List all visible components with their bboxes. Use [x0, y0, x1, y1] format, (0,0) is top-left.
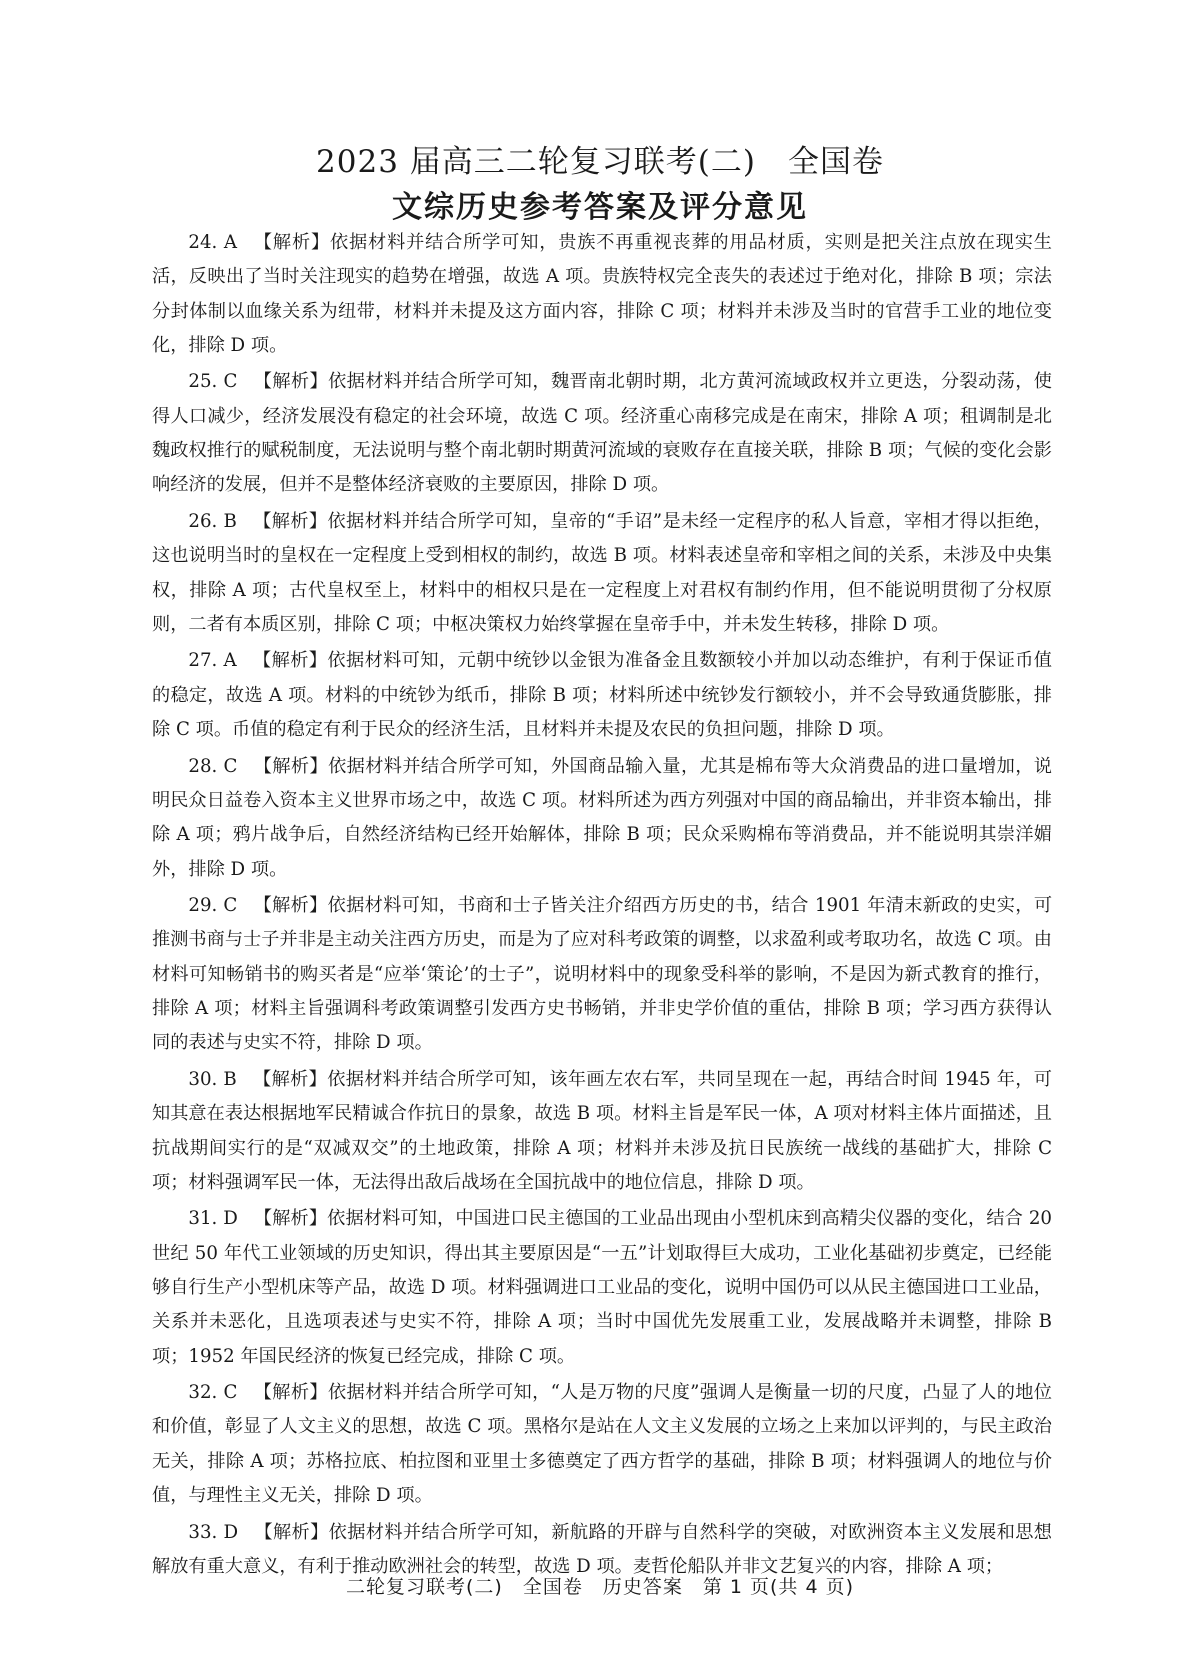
answer-number: 33. D — [188, 1521, 239, 1543]
answer-text: 【解析】依据材料并结合所学可知，“人是万物的尺度”强调人是衡量一切的尺度，凸显了人的地位和价值，彰显了人文主义的思想，故选 C 项。黑格尔是站在人文主义发展的立场之上来加以评判的，与民主政治无关，排除 A 项；苏格拉底、柏拉图和亚里士多德奠定了西方哲学的基础，排除 B 项；材料强调人的地位与价值，与理性主义无关，排除 D 项。 — [152, 1382, 1052, 1507]
answer-item-28 — [152, 750, 1052, 887]
answer-text: 【解析】依据材料可知，书商和士子皆关注介绍西方历史的书，结合 1901 年清末新政的史实，可推测书商与士子并非是主动关注西方历史，而是为了应对科考政策的调整，以求盈利或考取功名，故选 C 项。由材料可知畅销书的购买者是“应举‘策论’的士子”，说明材料中的现象受科举的影响，不是因为新式教育的推行，排除 A 项；材料主旨强调科考政策调整引发西方史书畅销，并非史学价值的重估，排除 B 项；学习西方获得认同的表述与史实不符，排除 D 项。 — [152, 895, 1053, 1054]
answer-number: 27. A — [188, 650, 237, 672]
page-footer: 二轮复习联考(二) 全国卷 历史答案 第 1 页(共 4 页) — [346, 1576, 854, 1598]
answer-item-32 — [152, 1376, 1052, 1513]
answer-text: 【解析】依据材料可知，中国进口民主德国的工业品出现由小型机床到高精尖仪器的变化，结合 20 世纪 50 年代工业领域的历史知识，得出其主要原因是“一五”计划取得巨大成功，工业化基础初步奠定，已经能够自行生产小型机床等产品，故选 D 项。材料强调进口工业品的变化，说明中国仍可以从民主德国进口工业品，关系并未恶化，且选项表述与史实不符，排除 A 项；当时中国优先发展重工业，发展战略并未调整，排除 B 项；1952 年国民经济的恢复已经完成，排除 C 项。 — [152, 1208, 1052, 1367]
answer-number: 29. C — [188, 895, 238, 917]
answer-text: 【解析】依据材料并结合所学可知，新航路的开辟与自然科学的突破，对欧洲资本主义发展和思想解放有重大意义，有利于推动欧洲社会的转型，故选 D 项。麦哲伦船队并非文艺复兴的内容，排除 A 项； — [152, 1521, 1052, 1577]
answer-text: 【解析】依据材料并结合所学可知，贵族不再重视丧葬的用品材质，实则是把关注点放在现实生活，反映出了当时关注现实的趋势在增强，故选 A 项。贵族特权完全丧失的表述过于绝对化，排除 B 项；宗法分封体制以血缘关系为纽带，材料并未提及这方面内容，排除 C 项；材料并未涉及当时的官营手工业的地位变化，排除 D 项。 — [152, 232, 1052, 356]
answer-item-25 — [152, 365, 1052, 502]
answer-item-24 — [152, 226, 1052, 363]
answer-text: 【解析】依据材料并结合所学可知，皇帝的“手诏”是未经一定程序的私人旨意，宰相才得以拒绝，这也说明当时的皇权在一定程度上受到相权的制约，故选 B 项。材料表述皇帝和宰相之间的关系，未涉及中央集权，排除 A 项；古代皇权至上，材料中的相权只是在一定程度上对君权有制约作用，但不能说明贯彻了分权原则，二者有本质区别，排除 C 项；中枢决策权力始终掌握在皇帝手中，并未发生转移，排除 D 项。 — [152, 510, 1052, 635]
answer-text: 【解析】依据材料并结合所学可知，魏晋南北朝时期，北方黄河流域政权并立更迭，分裂动荡，使得人口减少，经济发展没有稳定的社会环境，故选 C 项。经济重心南移完成是在南宋，排除 A 项；租调制是北魏政权推行的赋税制度，无法说明与整个南北朝时期黄河流域的衰败存在直接关联，排除 B 项；气候的变化会影响经济的发展，但并不是整体经济衰败的主要原因，排除 D 项。 — [152, 371, 1052, 496]
answer-text: 【解析】依据材料可知，元朝中统钞以金银为准备金且数额较小并加以动态维护，有利于保证币值的稳定，故选 A 项。材料的中统钞为纸币，排除 B 项；材料所述中统钞发行额较小，并不会导致通货膨胀，排除 C 项。币值的稳定有利于民众的经济生活，且材料并未提及农民的负担问题，排除 D 项。 — [152, 650, 1052, 741]
answer-item-30 — [152, 1063, 1052, 1200]
page-title: 2023 届高三二轮复习联考(二) 全国卷 — [316, 144, 884, 180]
answer-list — [152, 226, 1052, 1587]
answer-item-29 — [152, 889, 1052, 1060]
answer-item-26 — [152, 505, 1052, 642]
answer-number: 32. C — [188, 1382, 238, 1404]
answer-number: 30. B — [188, 1068, 237, 1090]
answer-item-31 — [152, 1202, 1052, 1373]
answer-item-27 — [152, 644, 1052, 747]
answer-text: 【解析】依据材料并结合所学可知，外国商品输入量，尤其是棉布等大众消费品的进口量增加，说明民众日益卷入资本主义世界市场之中，故选 C 项。材料所述为西方列强对中国的商品输出，并非资本输出，排除 A 项；鸦片战争后，自然经济结构已经开始解体，排除 B 项；民众采购棉布等消费品，并不能说明其崇洋媚外，排除 D 项。 — [152, 755, 1052, 880]
answer-number: 24. A — [188, 232, 238, 253]
answer-text: 【解析】依据材料并结合所学可知，该年画左农右军，共同呈现在一起，再结合时间 1945 年，可知其意在表达根据地军民精诚合作抗日的景象，故选 B 项。材料主旨是军民一体，A 项对材料主体片面描述，且抗战期间实行的是“双减双交”的土地政策，排除 A 项；材料并未涉及抗日民族统一战线的基础扩大，排除 C 项；材料强调军民一体，无法得出敌后战场在全国抗战中的地位信息，排除 D 项。 — [152, 1068, 1052, 1193]
answer-number: 28. C — [188, 755, 238, 777]
answer-number: 26. B — [188, 510, 237, 532]
page-subtitle: 文综历史参考答案及评分意见 — [392, 190, 808, 225]
answer-number: 25. C — [188, 371, 238, 393]
answer-number: 31. D — [188, 1208, 238, 1230]
